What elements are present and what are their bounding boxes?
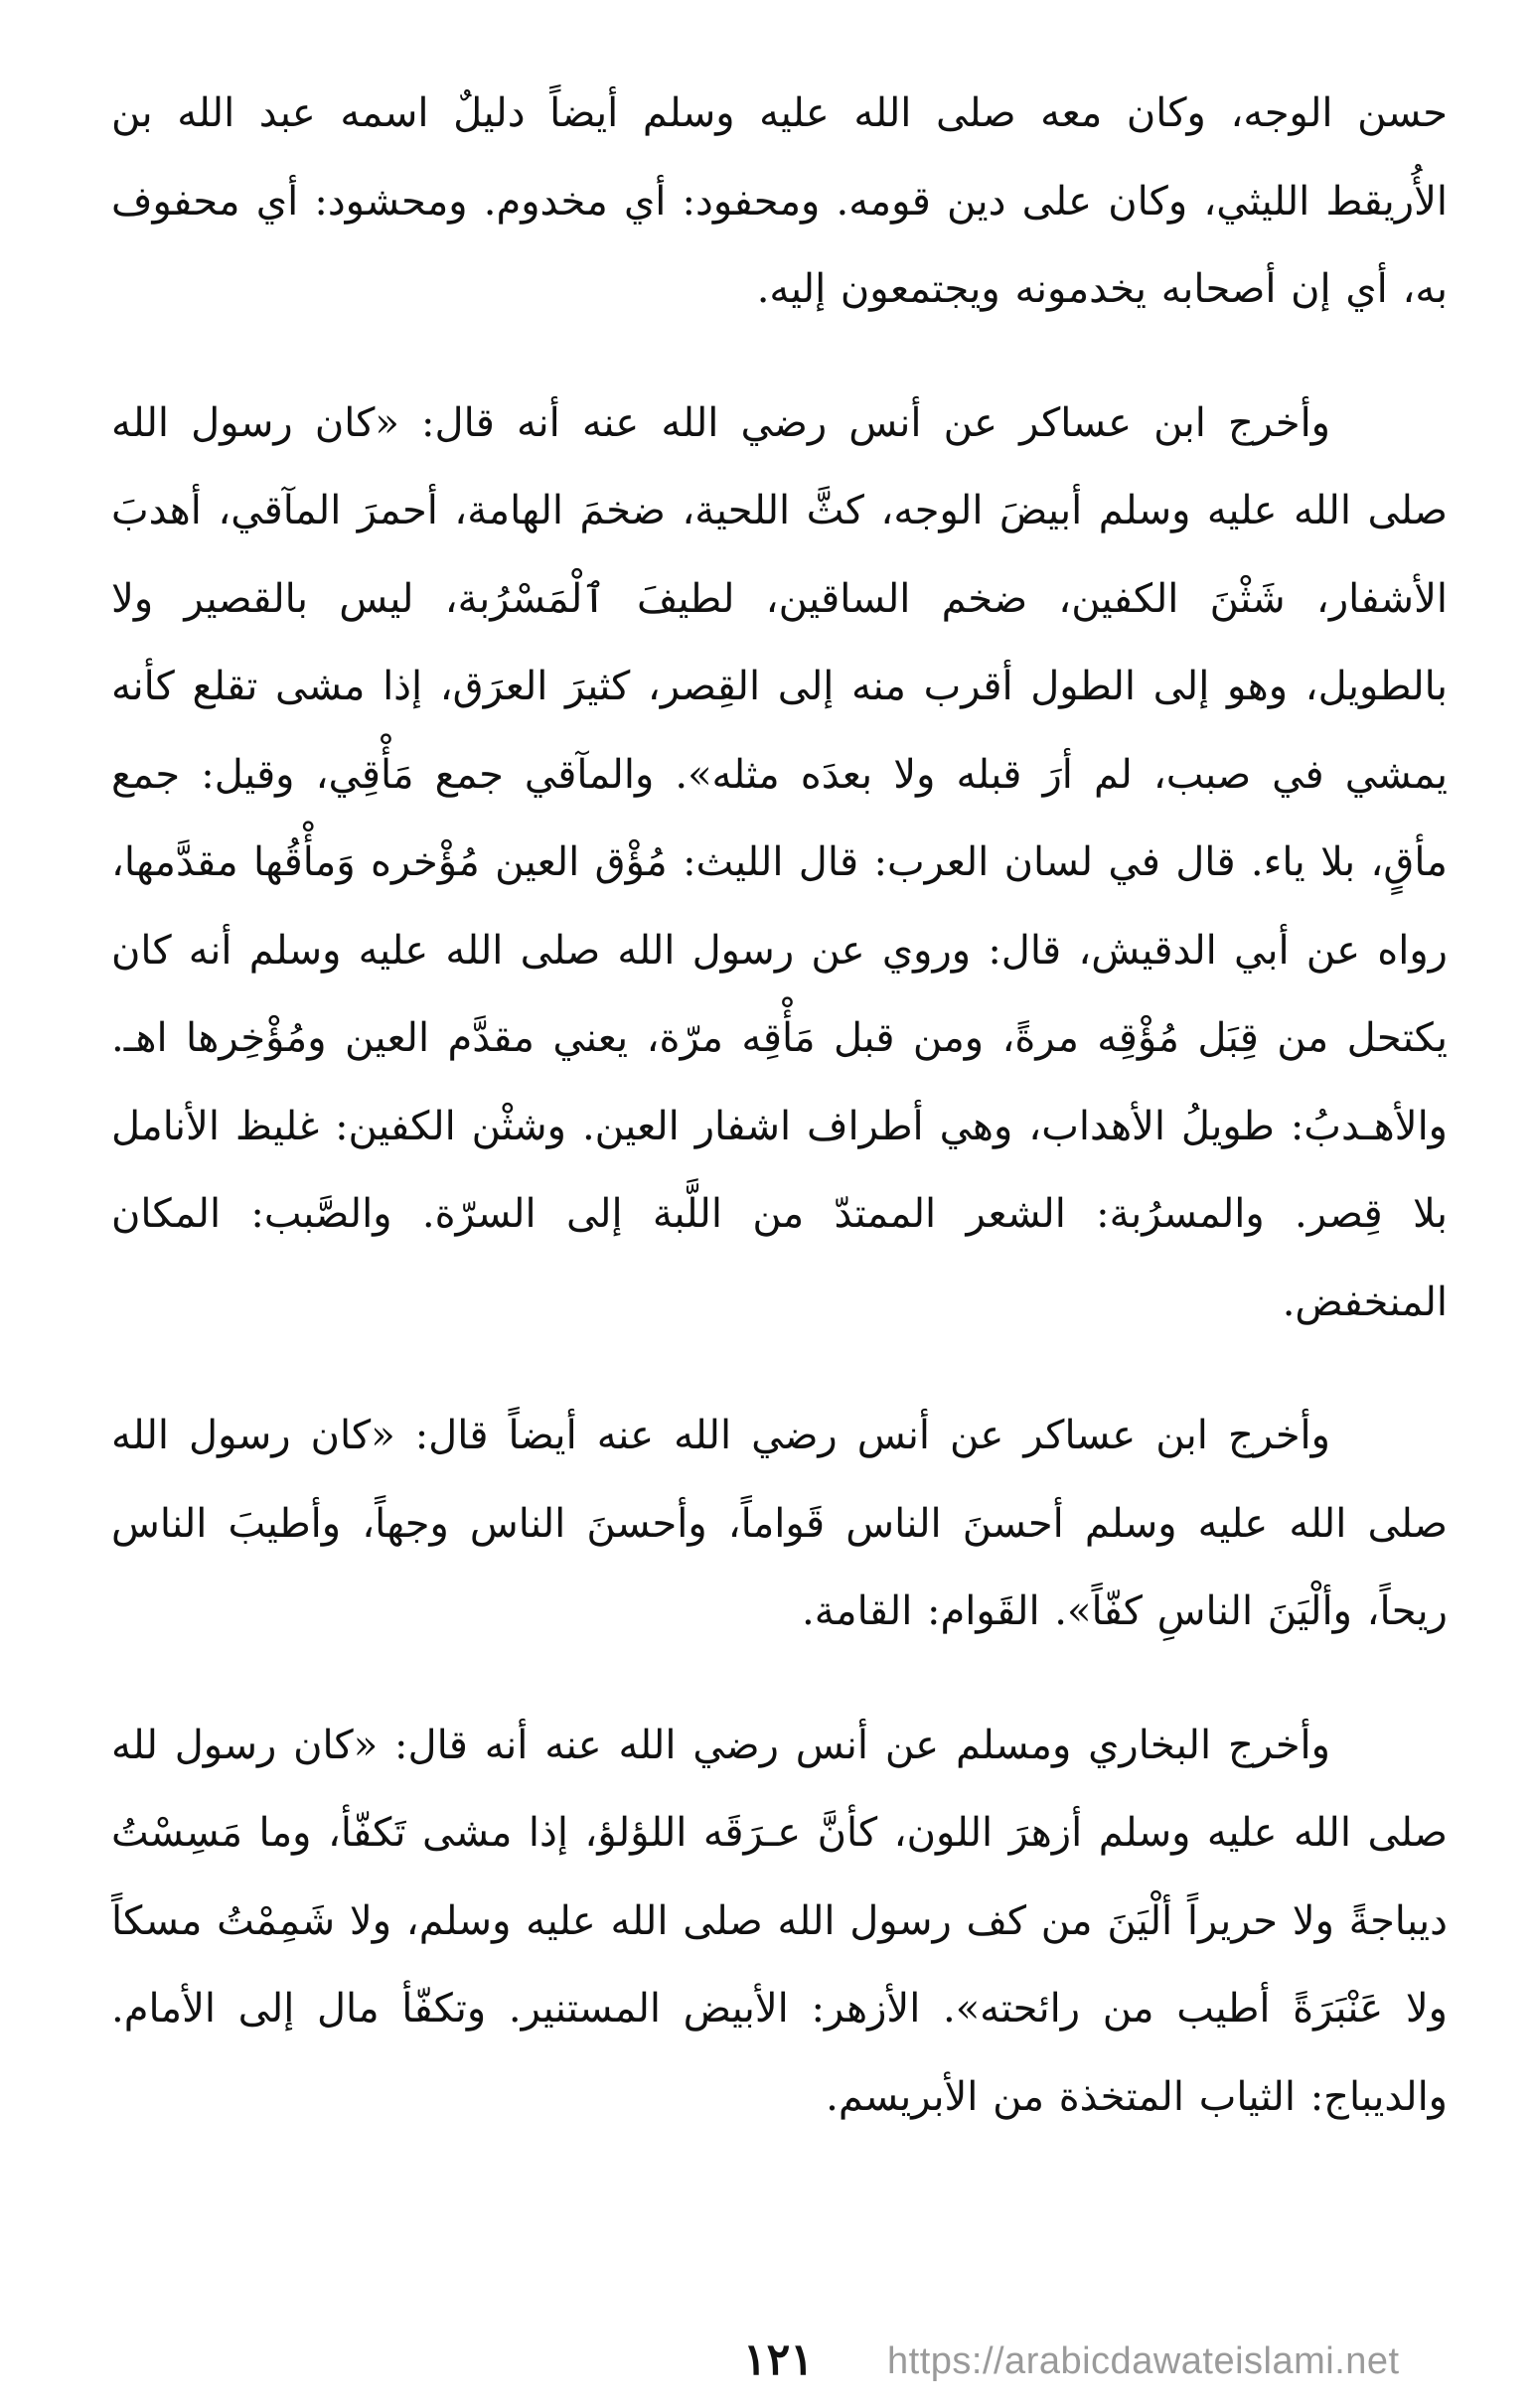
paragraph-4: وأخرج البخاري ومسلم عن أنس رضي الله عنه أنه قال: «كان رسول لله صلى الله عليه وسلم أزهرَ اللون، كأنَّ عـرَقَه اللؤلؤ، إذا مشى تَكفّأ، وما مَسِسْتُ ديباجةً ولا حريراً ألْيَنَ من كف رسول الله صلى الله عليه وسلم، ولا شَمِمْتُ مسكاً ولا عَنْبَرَةً أطيب من رائحته». الأزهر: الأبيض المستنير. وتكفّأ مال إلى الأمام. والديباج: الثياب المتخذة من الأبريسم. <box>111 1722 1448 2120</box>
page-number: ١٢١ <box>743 2334 814 2385</box>
paragraph-gap <box>111 1346 1448 1392</box>
book-page <box>111 70 1448 2295</box>
paragraph-2: وأخرج ابن عساكر عن أنس رضي الله عنه أنه قال: «كان رسول الله صلى الله عليه وسلم أبيضَ الوجه، كثَّ اللحية، ضخمَ الهامة، أحمرَ المآقي، أهدبَ الأشفار، شَثْنَ الكفين، ضخم الساقين، لطيفَ ٱلْمَسْرُبة، ليس بالقصير ولا بالطويل، وهو إلى الطول أقرب منه إلى القِصر، كثيرَ العرَق، إذا مشى تقلع كأنه يمشي في صبب، لم أرَ قبله ولا بعدَه مثله». والمآقي جمع مَأْقِي، وقيل: جمع مأقٍ، بلا ياء. قال في لسان العرب: قال الليث: مُؤْق العين مُؤْخره وَمأْقُها مقدَّمها، رواه عن أبي الدقيش، قال: وروي عن رسول الله صلى الله عليه وسلم أنه كان يكتحل من قِبَل مُؤْقِه مرةً، ومن قبل مَأْقِه مرّة، يعني مقدَّم العين ومُؤْخِرها اهـ. والأهـدبُ: طويلُ الأهداب، وهي أطراف اشفار العين. وشثْن الكفين: غليظ الأنامل بلا قِصر. والمسرُبة: الشعر الممتدّ من اللَّبة إلى السرّة. والصَّبب: المكان المنخفض. <box>111 399 1448 1325</box>
paragraph-3: وأخرج ابن عساكر عن أنس رضي الله عنه أيضاً قال: «كان رسول الله صلى الله عليه وسلم أحسنَ الناس قَواماً، وأحسنَ الناس وجهاً، وأطيبَ الناس ريحاً، وألْيَنَ الناسِ كفّاً». القَوام: القامة. <box>111 1413 1448 1634</box>
page-footer <box>0 2334 1534 2394</box>
paragraph-1: حسن الوجه، وكان معه صلى الله عليه وسلم أيضاً دليلٌ اسمه عبد الله بن الأُريقط الليثي، وكان على دين قومه. ومحفود: أي مخدوم. ومحشود: أي محفوف به، أي إن أصحابه يخدمونه ويجتمعون إليه. <box>111 90 1448 312</box>
paragraph-gap <box>111 1656 1448 1702</box>
paragraph-gap <box>111 334 1448 379</box>
watermark-url: https://arabicdawateislami.net <box>887 2340 1400 2382</box>
